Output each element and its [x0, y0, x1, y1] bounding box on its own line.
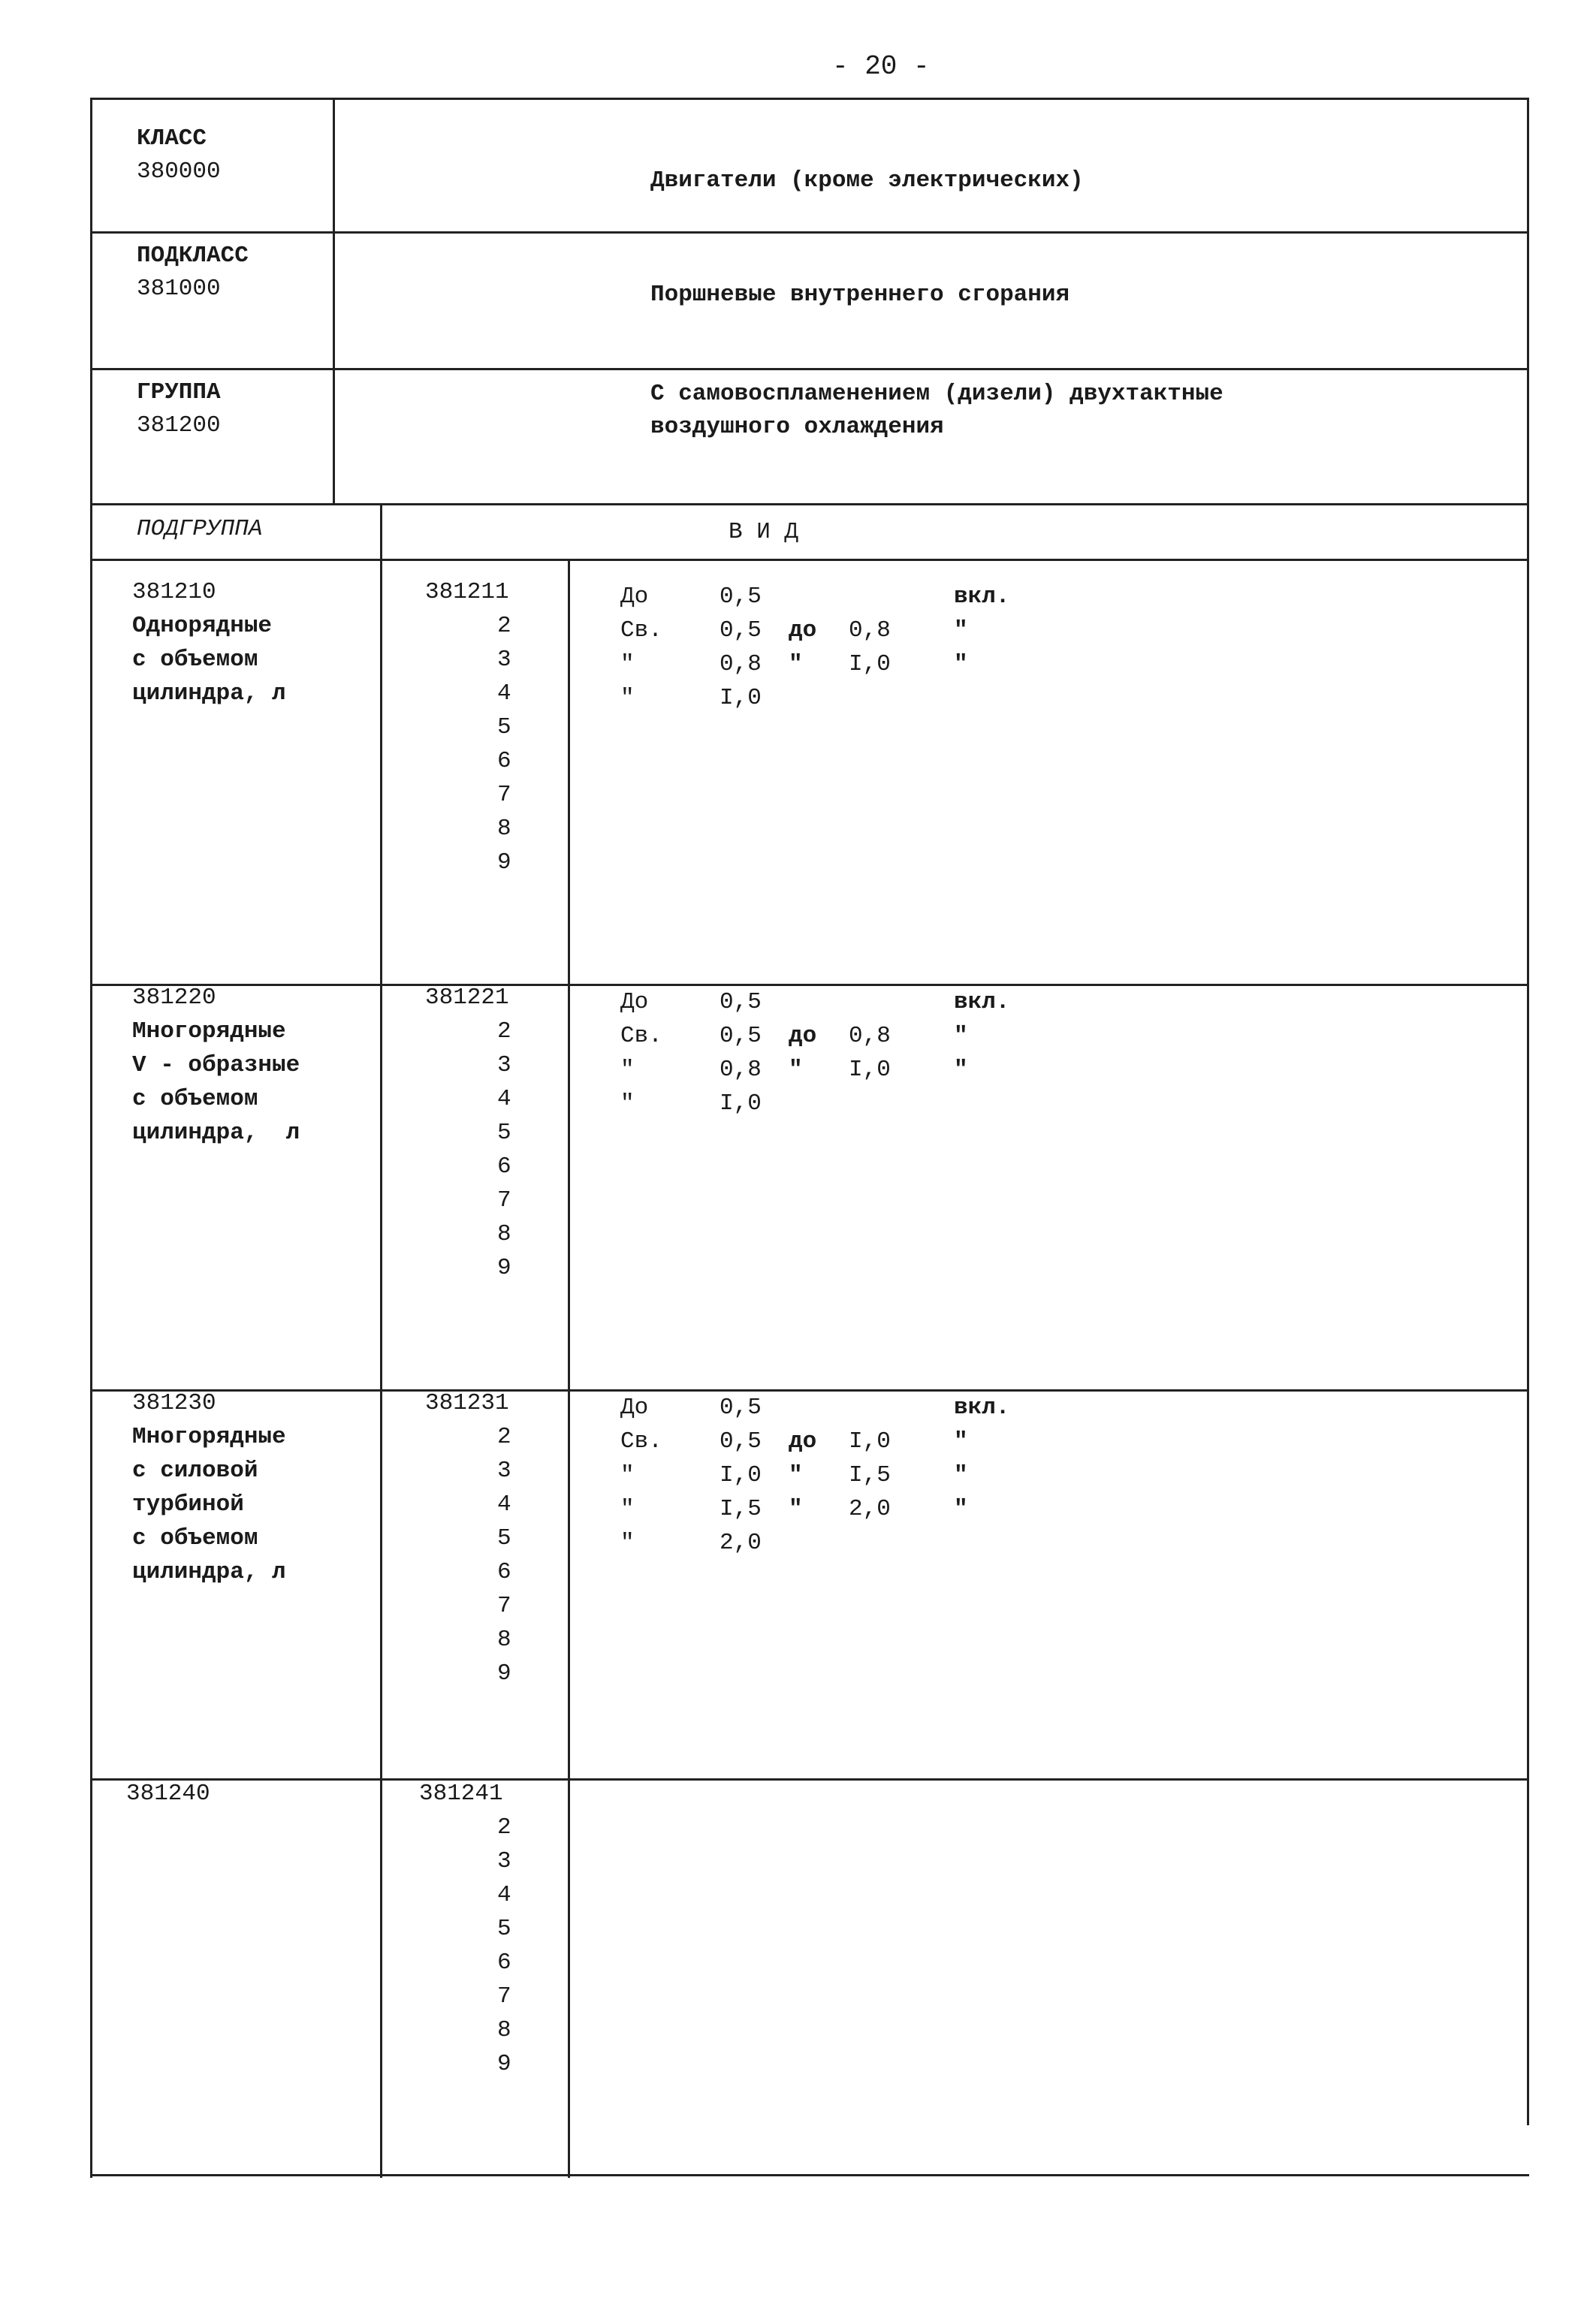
column-line-2 — [568, 559, 570, 2178]
vid-header: В И Д — [729, 519, 799, 545]
vid-range-cell: 0,5 — [720, 617, 762, 644]
vid-number: 8 — [497, 2017, 511, 2043]
vid-range-cell: До — [620, 1395, 649, 1421]
vid-number: 9 — [497, 849, 511, 876]
subgroup-description: цилиндра, л — [132, 1559, 286, 1585]
vid-number: 3 — [497, 1458, 511, 1484]
table-left-border — [90, 98, 92, 2178]
subgroup-description: цилиндра, л — [132, 680, 286, 707]
vid-number: 5 — [497, 714, 511, 740]
vid-range-cell: " — [620, 651, 635, 677]
classification-table — [90, 98, 1529, 2178]
vid-range-cell: " — [954, 1057, 968, 1083]
vid-range-cell: " — [789, 1057, 803, 1083]
vid-number: 7 — [497, 1593, 511, 1619]
vid-range-cell: Св. — [620, 1428, 662, 1455]
vid-range-cell: " — [954, 1496, 968, 1522]
table-top-border — [90, 98, 1529, 100]
vid-range-cell: I,0 — [849, 1428, 891, 1455]
vid-range-cell: до — [789, 1023, 817, 1049]
vid-range-cell: " — [954, 617, 968, 644]
row-line-sub-3 — [90, 1778, 1529, 1781]
row-line-sub-1 — [90, 984, 1529, 986]
table-right-border — [1527, 98, 1529, 2125]
vid-number: 9 — [497, 1255, 511, 1281]
vid-range-cell: " — [620, 1462, 635, 1488]
subgroup-code: 381230 — [132, 1390, 216, 1416]
subgroup-description: Многорядные — [132, 1018, 286, 1045]
vid-range-cell: " — [954, 651, 968, 677]
vid-range-cell: I,0 — [849, 651, 891, 677]
vid-number: 6 — [497, 748, 511, 774]
vid-range-cell: До — [620, 989, 649, 1015]
column-line-1 — [380, 503, 382, 2178]
vid-range-cell: Св. — [620, 1023, 662, 1049]
klass-label: КЛАСС — [137, 125, 207, 152]
vid-range-cell: 2,0 — [849, 1496, 891, 1522]
vid-range-cell: " — [954, 1023, 968, 1049]
vid-number: 3 — [497, 1848, 511, 1874]
subgroup-description: с объемом — [132, 1086, 258, 1112]
vid-range-cell: " — [789, 1462, 803, 1488]
vid-range-cell: " — [789, 651, 803, 677]
subgroup-code: 381220 — [132, 985, 216, 1011]
subgroup-description: Однорядные — [132, 613, 273, 639]
vid-range-cell: I,0 — [720, 1090, 762, 1117]
vid-number: 3 — [497, 1052, 511, 1078]
gruppa-code: 381200 — [137, 412, 221, 439]
vid-number: 4 — [497, 1491, 511, 1518]
vid-range-cell: I,0 — [849, 1057, 891, 1083]
vid-range-cell: " — [954, 1428, 968, 1455]
vid-range-cell: " — [620, 1090, 635, 1117]
row-line-sub-2 — [90, 1389, 1529, 1392]
vid-number: 7 — [497, 1983, 511, 2010]
vid-number: 5 — [497, 1120, 511, 1146]
vid-range-cell: вкл. — [954, 989, 1010, 1015]
vid-range-cell: 0,5 — [720, 1428, 762, 1455]
vid-range-cell: 0,5 — [720, 1395, 762, 1421]
vid-range-cell: 0,8 — [720, 651, 762, 677]
vid-number: 7 — [497, 1187, 511, 1214]
vid-number: 9 — [497, 2051, 511, 2077]
vid-number: 4 — [497, 1086, 511, 1112]
subgroup-description: с объемом — [132, 1525, 258, 1552]
vid-range-cell: 2,0 — [720, 1530, 762, 1556]
vid-first-code: 381231 — [425, 1390, 509, 1416]
gruppa-title-line2: воздушного охлаждения — [650, 414, 944, 440]
vid-range-cell: " — [620, 1496, 635, 1522]
vid-number: 4 — [497, 680, 511, 707]
row-line-header — [90, 559, 1529, 561]
vid-range-cell: 0,5 — [720, 1023, 762, 1049]
vid-number: 8 — [497, 816, 511, 842]
vid-number: 6 — [497, 1559, 511, 1585]
vid-first-code: 381221 — [425, 985, 509, 1011]
podklass-label: ПОДКЛАСС — [137, 243, 249, 269]
podgruppa-header: ПОДГРУППА — [137, 516, 263, 542]
vid-range-cell: " — [620, 1530, 635, 1556]
gruppa-title-line1: С самовоспламенением (дизели) двухтактные — [650, 381, 1223, 407]
subgroup-description: турбиной — [132, 1491, 244, 1518]
vid-range-cell: I,0 — [720, 1462, 762, 1488]
podklass-title: Поршневые внутреннего сгорания — [650, 282, 1070, 308]
vid-range-cell: " — [789, 1496, 803, 1522]
subgroup-description: V - образные — [132, 1052, 300, 1078]
page-number: - 20 - — [832, 51, 930, 82]
vid-range-cell: до — [789, 1428, 817, 1455]
vid-number: 2 — [497, 613, 511, 639]
row-line-podklass — [90, 368, 1529, 370]
row-line-klass — [90, 231, 1529, 234]
vid-number: 6 — [497, 1950, 511, 1976]
subgroup-code: 381210 — [132, 579, 216, 605]
klass-title: Двигатели (кроме электрических) — [650, 167, 1084, 194]
vid-number: 9 — [497, 1660, 511, 1687]
vid-range-cell: вкл. — [954, 584, 1010, 610]
vid-number: 8 — [497, 1221, 511, 1247]
subgroup-description: с объемом — [132, 647, 258, 673]
vid-range-cell: 0,5 — [720, 584, 762, 610]
vid-number: 6 — [497, 1154, 511, 1180]
vid-number: 5 — [497, 1916, 511, 1942]
vid-number: 8 — [497, 1627, 511, 1653]
vid-range-cell: Св. — [620, 617, 662, 644]
klass-code: 380000 — [137, 158, 221, 185]
vid-number: 2 — [497, 1424, 511, 1450]
vid-number: 2 — [497, 1018, 511, 1045]
table-bottom-border — [90, 2174, 1529, 2176]
vid-range-cell: До — [620, 584, 649, 610]
vid-range-cell: " — [620, 685, 635, 711]
vid-range-cell: вкл. — [954, 1395, 1010, 1421]
subgroup-description: с силовой — [132, 1458, 258, 1484]
subgroup-description: цилиндра, л — [132, 1120, 300, 1146]
vid-range-cell: 0,8 — [720, 1057, 762, 1083]
vid-range-cell: " — [954, 1462, 968, 1488]
vid-range-cell: 0,8 — [849, 617, 891, 644]
vid-range-cell: " — [620, 1057, 635, 1083]
podklass-code: 381000 — [137, 276, 221, 302]
gruppa-label: ГРУППА — [137, 379, 221, 406]
vid-range-cell: I,5 — [849, 1462, 891, 1488]
vid-number: 3 — [497, 647, 511, 673]
vid-first-code: 381241 — [419, 1781, 503, 1807]
vid-number: 2 — [497, 1814, 511, 1841]
row-line-gruppa — [90, 503, 1529, 505]
vid-range-cell: до — [789, 617, 817, 644]
subgroup-code: 381240 — [126, 1781, 210, 1807]
vid-range-cell: 0,5 — [720, 989, 762, 1015]
vid-range-cell: 0,8 — [849, 1023, 891, 1049]
subgroup-description: Многорядные — [132, 1424, 286, 1450]
vid-number: 7 — [497, 782, 511, 808]
vid-number: 5 — [497, 1525, 511, 1552]
vid-first-code: 381211 — [425, 579, 509, 605]
vid-range-cell: I,0 — [720, 685, 762, 711]
vid-range-cell: I,5 — [720, 1496, 762, 1522]
vid-number: 4 — [497, 1882, 511, 1908]
header-divider — [333, 98, 335, 503]
